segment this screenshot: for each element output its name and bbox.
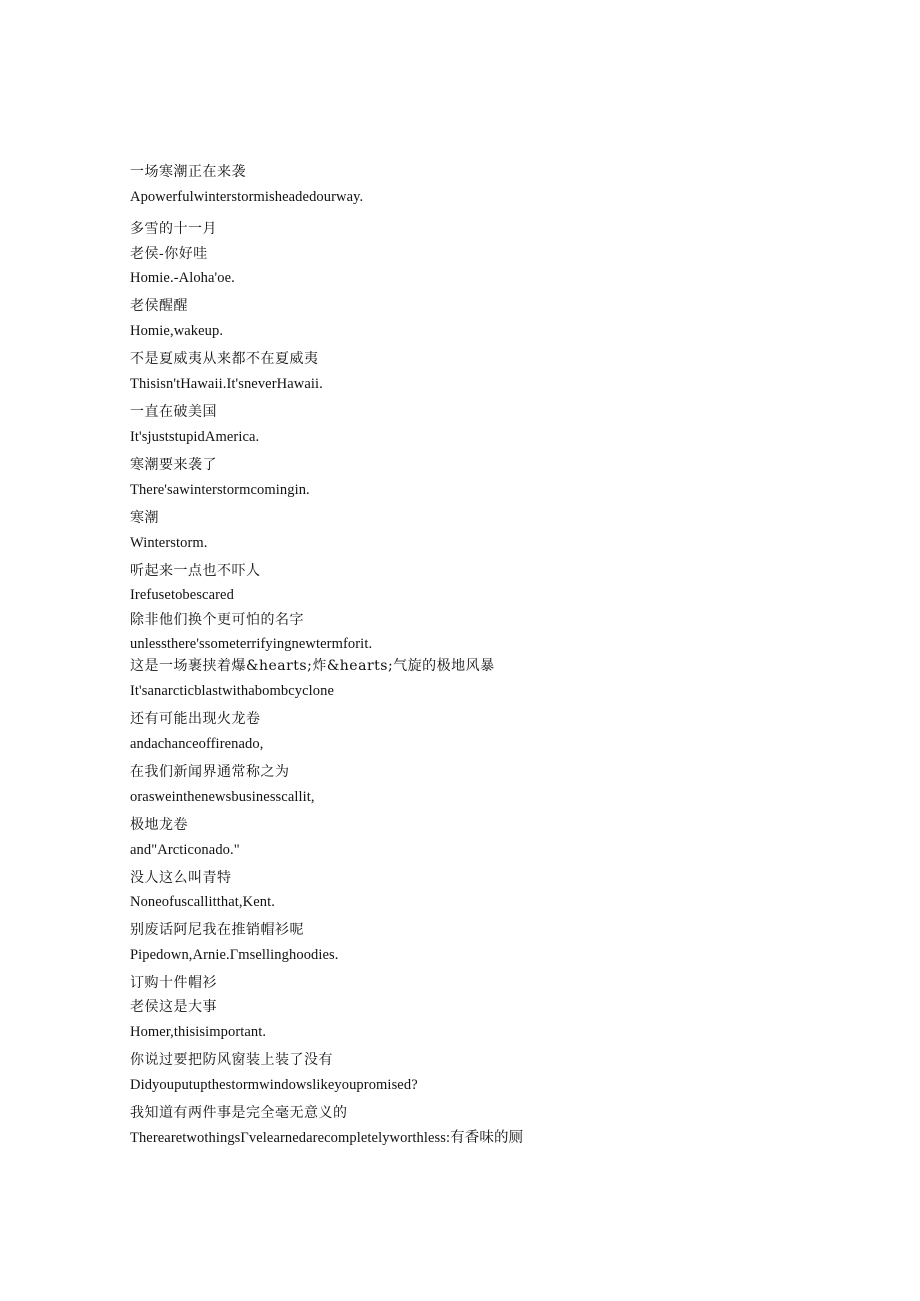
subtitle-line-zh: 还有可能出现火龙卷 xyxy=(130,711,261,727)
subtitle-line-zh: 多雪的十一月 xyxy=(130,221,217,237)
subtitle-line-en: orasweinthenewsbusinesscallit, xyxy=(130,789,315,805)
subtitle-line-en: Homer,thisisimportant. xyxy=(130,1024,267,1040)
subtitle-line-zh: 不是夏威夷从来都不在夏威夷 xyxy=(130,351,319,367)
subtitle-line-en: and"Arcticonado." xyxy=(130,842,240,858)
subtitle-line-zh: 在我们新闻界通常称之为 xyxy=(130,764,290,780)
subtitle-line-zh: 听起来一点也不吓人 xyxy=(130,563,261,579)
subtitle-line-zh: 你说过要把防风窗装上装了没有 xyxy=(130,1052,333,1068)
subtitle-line-en: unlessthere'ssometerrifyingnewtermforit. xyxy=(130,636,373,652)
subtitle-line-zh: 一直在破美国 xyxy=(130,404,217,420)
subtitle-line-en: Pipedown,Arnie.Γmsellinghoodies. xyxy=(130,947,339,963)
subtitle-line-en: Irefusetobescared xyxy=(130,587,234,603)
subtitle-line-en: Homie.-Aloha'oe. xyxy=(130,270,235,286)
subtitle-line-zh: 一场寒潮正在来袭 xyxy=(130,164,246,180)
subtitle-line-zh: 订购十件帽衫 xyxy=(130,975,217,991)
subtitle-line-en: Homie,wakeup. xyxy=(130,323,224,339)
subtitle-line-en: Apowerfulwinterstormisheadedourway. xyxy=(130,189,364,205)
subtitle-line-zh: 老侯醒醒 xyxy=(130,298,188,314)
subtitle-line-zh: 别废话阿尼我在推销帽衫呢 xyxy=(130,922,304,938)
subtitle-line-zh: 寒潮 xyxy=(130,510,159,526)
subtitle-line-en: TherearetwothingsΓvelearnedarecompletelyworthless:有香味的厕 xyxy=(130,1130,524,1146)
subtitle-line-en: It'sanarcticblastwithabombcyclone xyxy=(130,683,335,699)
subtitle-line-en: Winterstorm. xyxy=(130,535,208,551)
subtitle-line-en: Thisisn'tHawaii.It'sneverHawaii. xyxy=(130,376,323,392)
subtitle-line-zh: 除非他们换个更可怕的名字 xyxy=(130,612,304,628)
subtitle-line-en: andachanceoffirenado, xyxy=(130,736,264,752)
subtitle-line-zh: 这是一场裹挟着爆&hearts;炸&hearts;气旋的极地风暴 xyxy=(130,658,495,674)
subtitle-line-en: Didyouputupthestormwindowslikeyoupromised? xyxy=(130,1077,418,1093)
subtitle-line-zh: 寒潮要来袭了 xyxy=(130,457,217,473)
subtitle-line-zh: 我知道有两件事是完全毫无意义的 xyxy=(130,1105,348,1121)
subtitle-line-zh: 老侯-你好哇 xyxy=(130,246,208,262)
subtitle-line-zh: 没人这么叫青特 xyxy=(130,870,232,886)
subtitle-line-zh: 老侯这是大事 xyxy=(130,999,217,1015)
subtitle-line-zh: 极地龙卷 xyxy=(130,817,188,833)
subtitle-line-en: It'sjuststupidAmerica. xyxy=(130,429,260,445)
subtitle-line-en: Noneofuscallitthat,Kent. xyxy=(130,894,275,910)
subtitle-line-en: There'sawinterstormcomingin. xyxy=(130,482,310,498)
